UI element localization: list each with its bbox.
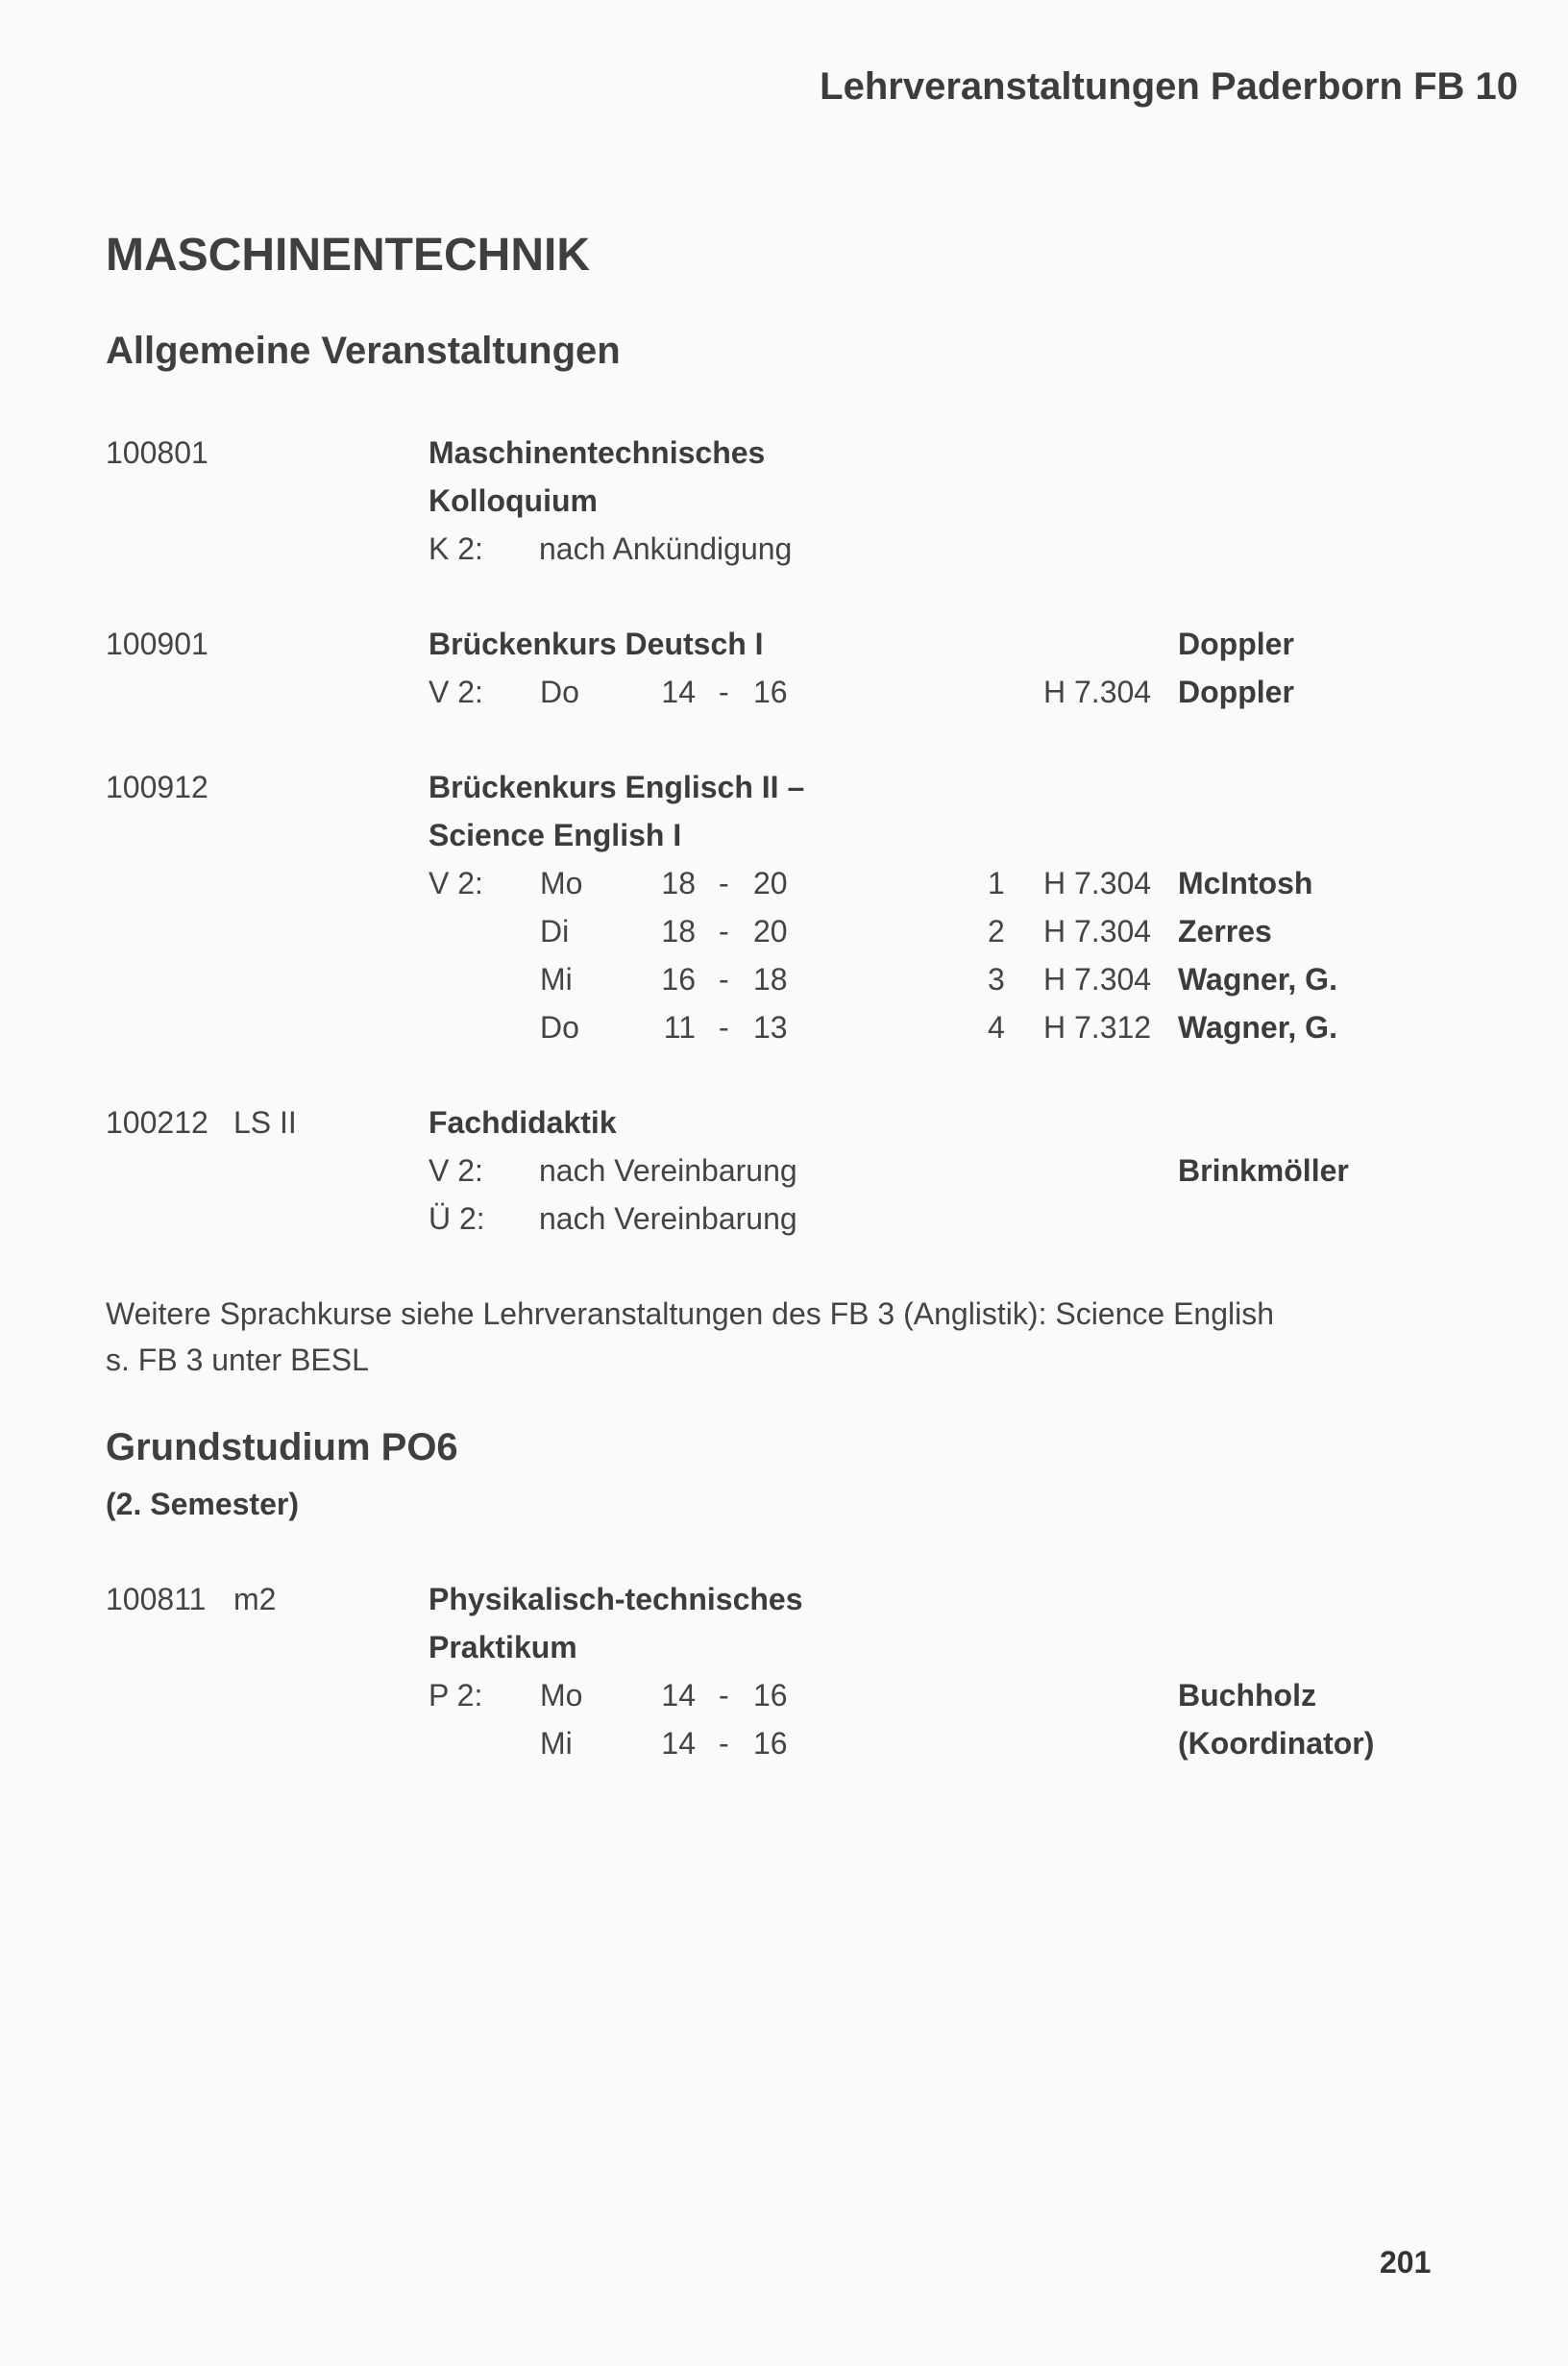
course-type: V 2: bbox=[429, 675, 483, 709]
running-title: Lehrveranstaltungen Paderborn FB 10 bbox=[820, 65, 1518, 108]
course-tag: m2 bbox=[233, 1582, 277, 1616]
page-number: 201 bbox=[1380, 2245, 1432, 2280]
schedule-room: H 7.304 bbox=[1043, 962, 1152, 997]
schedule-group: 4 bbox=[988, 1010, 1005, 1045]
schedule-room: H 7.304 bbox=[1043, 866, 1152, 900]
schedule-day: Di bbox=[540, 914, 570, 949]
schedule-to: 13 bbox=[753, 1010, 788, 1045]
schedule-day: Do bbox=[540, 675, 579, 709]
course-lecturer: Brinkmöller bbox=[1178, 1153, 1349, 1188]
schedule-to: 20 bbox=[753, 914, 788, 949]
schedule-to: 16 bbox=[753, 1678, 788, 1713]
schedule-lecturer: (Koordinator) bbox=[1178, 1726, 1375, 1761]
course-number: 100912 bbox=[106, 770, 208, 804]
course-time-note: nach Ankündigung bbox=[539, 531, 793, 566]
course-title: Fachdidaktik bbox=[429, 1105, 617, 1140]
schedule-from: 16 bbox=[661, 962, 696, 997]
schedule-to: 18 bbox=[753, 962, 788, 997]
schedule-lecturer: Wagner, G. bbox=[1178, 962, 1337, 997]
schedule-group: 1 bbox=[988, 866, 1005, 900]
schedule-to: 20 bbox=[753, 866, 788, 900]
schedule-to: 16 bbox=[753, 675, 788, 709]
schedule-day: Mi bbox=[540, 962, 573, 997]
schedule-dash: - bbox=[719, 914, 729, 949]
course-lecturer: Doppler bbox=[1178, 627, 1294, 661]
course-type: V 2: bbox=[429, 1153, 483, 1188]
course-title-line2: Science English I bbox=[429, 818, 682, 852]
schedule-from: 14 bbox=[661, 1726, 696, 1761]
schedule-to: 16 bbox=[753, 1726, 788, 1761]
schedule-room: H 7.304 bbox=[1043, 914, 1152, 949]
course-title-line2: Kolloquium bbox=[429, 483, 598, 518]
course-tag: LS II bbox=[233, 1105, 297, 1140]
course-type: P 2: bbox=[429, 1678, 483, 1713]
course-time-note: nach Vereinbarung bbox=[539, 1153, 797, 1188]
schedule-lecturer: Wagner, G. bbox=[1178, 1010, 1337, 1045]
schedule-from: 14 bbox=[661, 1678, 696, 1713]
schedule-dash: - bbox=[719, 1726, 729, 1761]
note-line1: Weitere Sprachkurse siehe Lehrveranstaltungen des FB 3 (Anglistik): Science English bbox=[106, 1296, 1275, 1331]
course-type: Ü 2: bbox=[429, 1201, 485, 1236]
subsection-heading-general: Allgemeine Veranstaltungen bbox=[106, 330, 621, 372]
schedule-group: 2 bbox=[988, 914, 1005, 949]
note-line2: s. FB 3 unter BESL bbox=[106, 1343, 369, 1377]
schedule-dash: - bbox=[719, 962, 729, 997]
subsection-heading-basic: Grundstudium PO6 bbox=[106, 1426, 458, 1468]
course-number: 100801 bbox=[106, 435, 208, 470]
schedule-dash: - bbox=[719, 675, 729, 709]
schedule-day: Mo bbox=[540, 1678, 583, 1713]
course-type: V 2: bbox=[429, 866, 483, 900]
schedule-from: 14 bbox=[661, 675, 696, 709]
course-number: 100811 bbox=[106, 1582, 207, 1616]
course-title: Brückenkurs Deutsch I bbox=[429, 627, 764, 661]
schedule-lecturer: Doppler bbox=[1178, 675, 1294, 709]
course-number: 100212 bbox=[106, 1105, 208, 1140]
schedule-day: Mo bbox=[540, 866, 583, 900]
schedule-from: 18 bbox=[661, 914, 696, 949]
schedule-day: Do bbox=[540, 1010, 579, 1045]
schedule-room: H 7.304 bbox=[1043, 675, 1152, 709]
course-title-line1: Physikalisch-technisches bbox=[429, 1582, 803, 1616]
course-title-line1: Brückenkurs Englisch II – bbox=[429, 770, 805, 804]
schedule-lecturer: McIntosh bbox=[1178, 866, 1313, 900]
course-title-line2: Praktikum bbox=[429, 1630, 577, 1664]
schedule-day: Mi bbox=[540, 1726, 573, 1761]
schedule-dash: - bbox=[719, 1678, 729, 1713]
subsection-subheading: (2. Semester) bbox=[106, 1487, 299, 1521]
course-title-line1: Maschinentechnisches bbox=[429, 435, 766, 470]
schedule-dash: - bbox=[719, 866, 729, 900]
schedule-dash: - bbox=[719, 1010, 729, 1045]
schedule-group: 3 bbox=[988, 962, 1005, 997]
schedule-lecturer: Zerres bbox=[1178, 914, 1272, 949]
schedule-from: 18 bbox=[661, 866, 696, 900]
course-number: 100901 bbox=[106, 627, 208, 661]
schedule-lecturer: Buchholz bbox=[1178, 1678, 1316, 1713]
schedule-from: 11 bbox=[663, 1010, 696, 1045]
schedule-room: H 7.312 bbox=[1043, 1010, 1152, 1045]
course-time-note: nach Vereinbarung bbox=[539, 1201, 797, 1236]
section-title: MASCHINENTECHNIK bbox=[106, 230, 590, 281]
course-type: K 2: bbox=[429, 531, 483, 566]
